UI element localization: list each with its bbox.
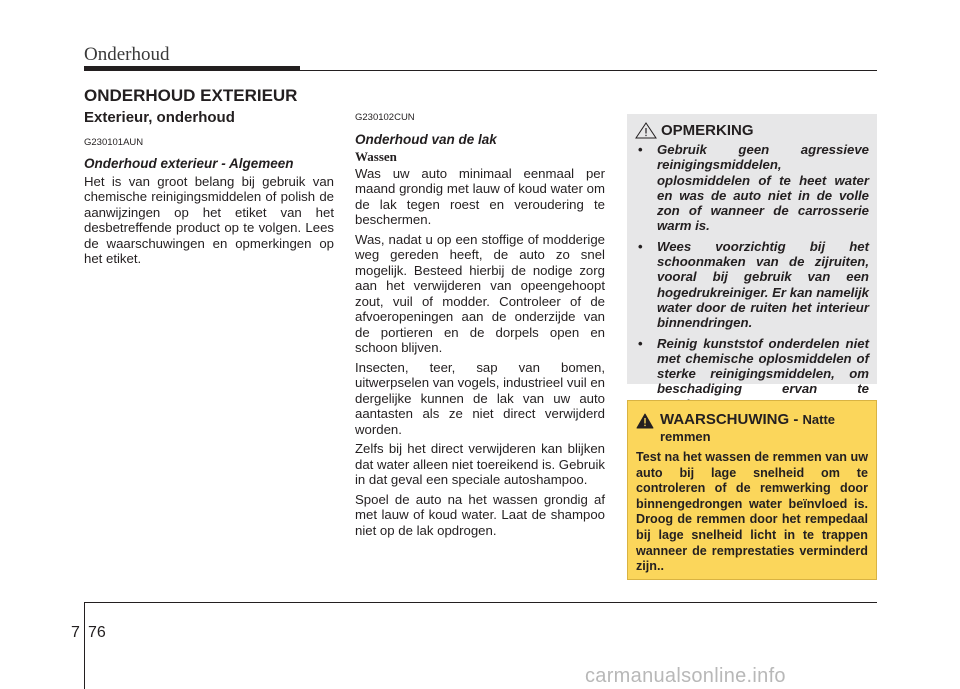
- warning-body: Test na het wassen de remmen van uw auto bij lage snelheid om te controleren of de remwerking door binnengedrongen water beïnvloed is. Droog de remmen door het rempedaal bij lage snelheid licht in te trappen wanneer de remprestaties verminderd zijn..: [636, 450, 868, 574]
- footer-rule: [84, 602, 877, 603]
- watermark: carmanualsonline.info: [585, 665, 786, 687]
- washing-paragraph: Zelfs bij het direct verwijderen kan blijken dat water alleen niet toereikend is. Gebruik in dat geval een speciale autoshampoo.: [355, 441, 605, 487]
- washing-heading: Wassen: [355, 149, 397, 164]
- caution-icon: [635, 122, 657, 139]
- section-title: ONDERHOUD EXTERIEUR: [84, 86, 298, 105]
- page-header-title: Onderhoud: [84, 44, 170, 65]
- warning-title-block: [660, 411, 868, 445]
- warning-icon: [636, 413, 654, 429]
- note-item: [635, 239, 869, 331]
- exterior-heading: Exterieur, onderhoud: [84, 109, 235, 126]
- washing-paragraph: Insecten, teer, sap van bomen, uitwerpselen van vogels, industrieel vuil en dergelijke kunnen de lak van uw auto aantasten als ze niet direct verwijderd worden.: [355, 359, 605, 437]
- warning-subtitle: Natte remmen: [660, 412, 836, 444]
- column-left: [84, 110, 334, 271]
- note-box: [627, 114, 877, 397]
- paint-care-subheading: Onderhoud van de lak: [355, 131, 497, 147]
- warning-title: WAARSCHUWING -: [660, 411, 799, 428]
- section-code: G230102CUN: [355, 112, 415, 123]
- header-bar: [84, 66, 300, 71]
- bullet-icon: •: [638, 335, 643, 351]
- bullet-icon: •: [638, 142, 643, 157]
- note-item-text: Gebruik geen agressieve reinigingsmiddelen, oplosmiddelen of te heet water en was de auto niet in de volle zon of wanneer de carrosserie warm is.: [657, 142, 869, 234]
- header-rule: [300, 70, 877, 71]
- footer-divider: [84, 602, 85, 689]
- note-item-text: Reinig kunststof onderdelen niet met chemische oplosmiddelen of sterke reinigingsmiddelen, om beschadiging ervan te: [657, 335, 869, 397]
- exterior-paragraph: Het is van groot belang bij gebruik van chemische reinigingsmiddelen of polish de aanwijzingen op het etiket van het desbetreffende product op te volgen. Lees de waarschuwingen en opmerkingen op het etiket.: [84, 173, 334, 266]
- page-number: 76: [88, 624, 106, 641]
- washing-paragraph: Spoel de auto na het wassen grondig af met lauw of koud water. Laat de shampoo niet op de lak opdrogen.: [355, 491, 605, 538]
- note-item-text: Wees voorzichtig bij het schoonmaken van de zijruiten, vooral bij gebruik van een hogedrukreiniger. Er kan namelijk water door de ruiten het interieur binnendringen.: [657, 238, 869, 331]
- column-middle: [355, 110, 605, 542]
- exterior-subheading: Onderhoud exterieur - Algemeen: [84, 156, 294, 171]
- washing-paragraph: Was, nadat u op een stoffige of modderige weg gereden heeft, de auto zo snel mogelijk. Besteed hierbij de nodige zorg aan het verwijderen van opeengehoopt zout, vuil of modder. Controleer of de afvoeropeningen aan de onderzijde van de portieren en de dorpels open en schoon blijven.: [355, 231, 605, 355]
- warning-header: [636, 411, 868, 445]
- warning-box: [627, 400, 877, 580]
- chapter-number: 7: [71, 624, 80, 641]
- bullet-icon: •: [638, 238, 643, 254]
- washing-paragraph: Was uw auto minimaal eenmaal per maand grondig met lauw of koud water om de lak tegen roest en veroudering te beschermen.: [355, 165, 605, 227]
- note-title: OPMERKING: [661, 122, 754, 139]
- section-code: G230101AUN: [84, 136, 144, 148]
- note-header: [635, 122, 869, 139]
- note-item: [635, 142, 869, 234]
